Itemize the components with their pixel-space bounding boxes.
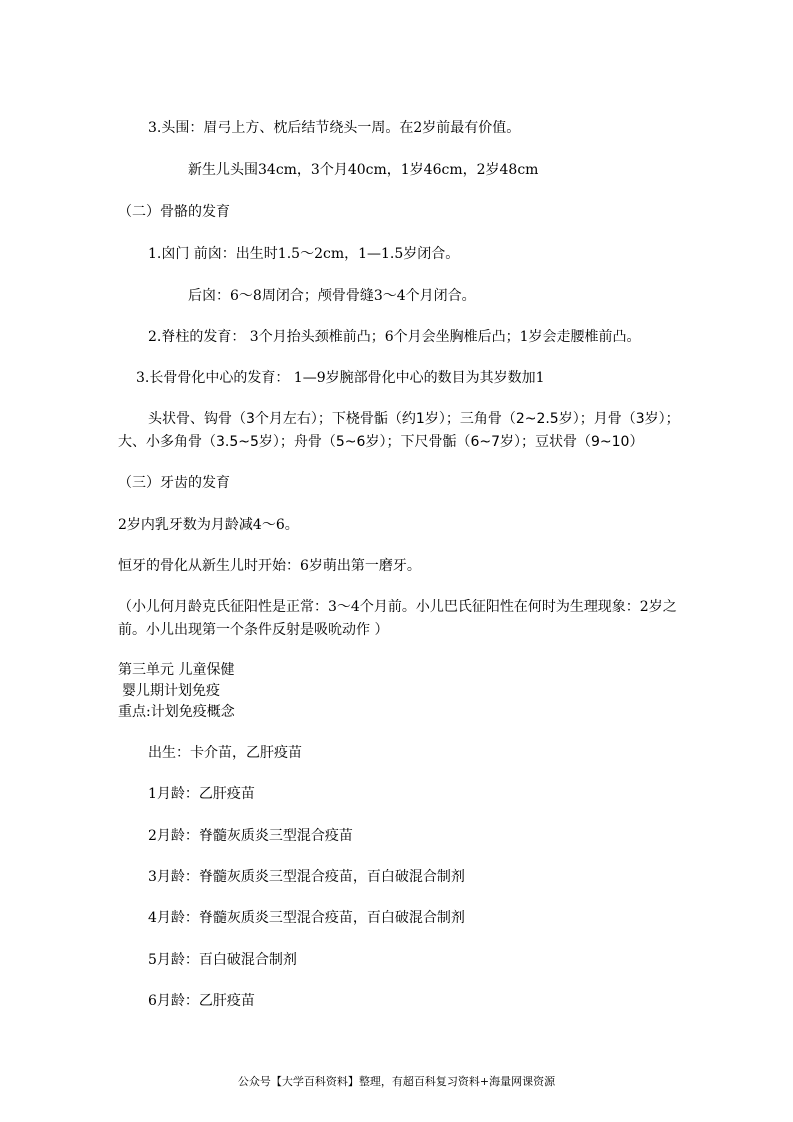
section-heading: （二）骨骼的发育 <box>118 204 230 220</box>
text-line: 2岁内乳牙数为月龄减4～6。 <box>118 517 299 533</box>
list-item: 6月龄：乙肝疫苗 <box>148 993 255 1009</box>
text-line: 3.长骨骨化中心的发育： 1—9岁腕部骨化中心的数目为其岁数加1 <box>136 370 545 386</box>
section-heading: （三）牙齿的发育 <box>118 475 230 491</box>
text-line: 3.头围：眉弓上方、枕后结节绕头一周。在2岁前最有价值。 <box>148 120 521 136</box>
unit-heading: 第三单元 儿童保健 <box>118 662 235 678</box>
list-item: 4月龄：脊髓灰质炎三型混合疫苗，百白破混合制剂 <box>148 910 465 926</box>
text-line: 头状骨、钩骨（3个月左右）；下桡骨骺（约1岁）；三角骨（2~2.5岁）；月骨（3岁）； <box>148 411 680 427</box>
subheading: 重点:计划免疫概念 <box>118 704 235 720</box>
list-item: 3月龄：脊髓灰质炎三型混合疫苗，百白破混合制剂 <box>148 869 465 885</box>
text-line: 大、小多角骨（3.5~5岁）；舟骨（5~6岁）；下尺骨骺（6~7岁）；豆状骨（9~10） <box>118 434 644 450</box>
list-item: 2月龄：脊髓灰质炎三型混合疫苗 <box>148 828 353 844</box>
text-line: 后囟：6～8周闭合；颅骨骨缝3～4个月闭合。 <box>188 288 476 304</box>
text-line: 新生儿头围34cm，3个月40cm，1岁46cm，2岁48cm <box>188 162 539 178</box>
text-line: （小儿何月龄克氏征阳性是正常：3～4个月前。小儿巴氏征阳性在何时为生理现象：2岁之 <box>118 599 677 615</box>
text-line: 2.脊柱的发育： 3个月抬头颈椎前凸；6个月会坐胸椎后凸；1岁会走腰椎前凸。 <box>148 329 641 345</box>
text-line: 恒牙的骨化从新生儿时开始：6岁萌出第一磨牙。 <box>118 558 421 574</box>
list-item: 5月龄：百白破混合制剂 <box>148 952 297 968</box>
list-item: 出生：卡介苗，乙肝疫苗 <box>148 745 302 761</box>
page-footer: 公众号【大学百科资料】整理，有超百科复习资料+海量网课资源 <box>237 1075 556 1088</box>
text-line: 前。小儿出现第一个条件反射是吸吮动作 ） <box>118 622 389 638</box>
text-line: 1.囟门 前囟：出生时1.5～2cm，1—1.5岁闭合。 <box>148 246 460 262</box>
subheading: 婴儿期计划免疫 <box>122 683 220 699</box>
list-item: 1月龄：乙肝疫苗 <box>148 786 255 802</box>
